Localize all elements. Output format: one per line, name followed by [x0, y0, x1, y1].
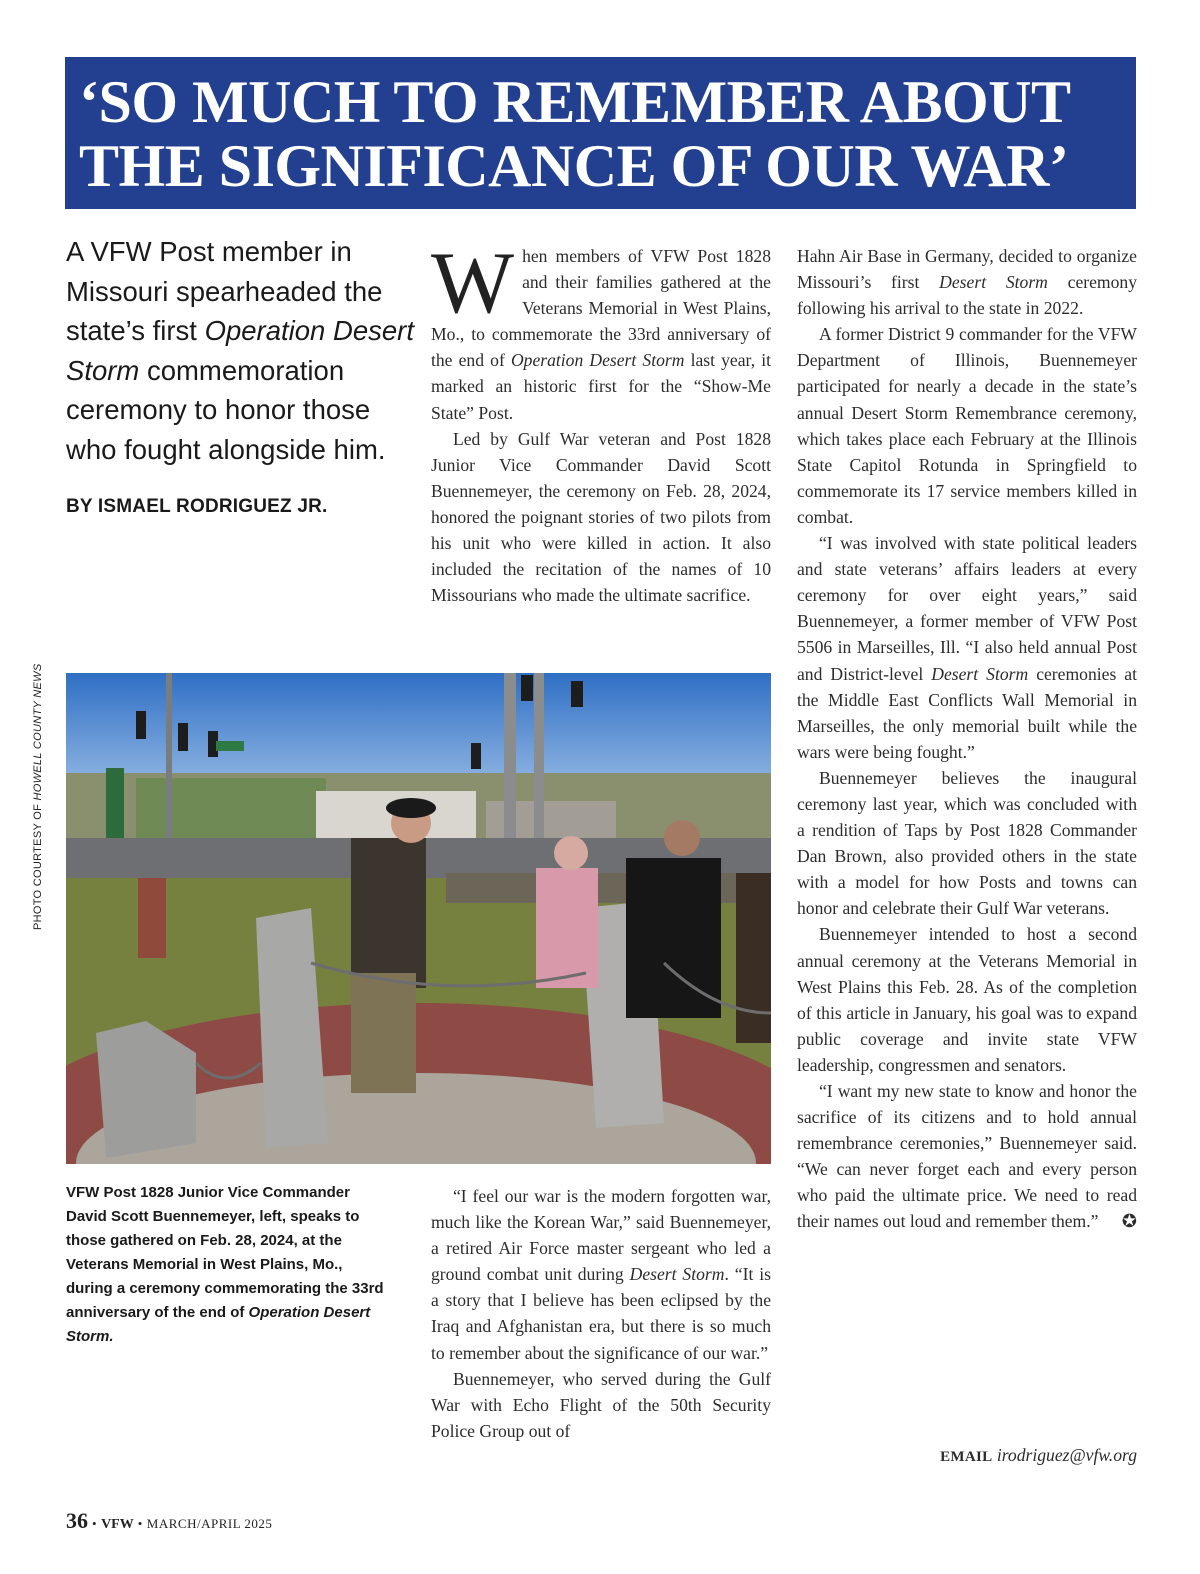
magazine-name: VFW	[101, 1517, 134, 1532]
body-paragraph-5: A former District 9 commander for the VFW Department of Illinois, Buennemeyer participated for nearly a decade in the state’s annual Desert Storm Remembrance ceremony, which takes place each February at the Illinois State Capitol Rotunda in Springfield to commemorate its 17 service members killed in combat.	[797, 324, 1137, 527]
headline-line-2: THE SIGNIFICANCE OF OUR WAR’	[79, 133, 1069, 199]
body-paragraph-9: “I want my new state to know and honor the sacrifice of its citizens and to hold annual remembrance ceremonies,” Buennemeyer said. “We can never forget each and every person who paid the ultimate price. We need to read their names out loud and remember them.” ✪	[797, 1078, 1137, 1235]
email-label: EMAIL	[940, 1449, 993, 1465]
photo-caption: VFW Post 1828 Junior Vice Commander David Scott Buennemeyer, left, speaks to those gathered on Feb. 28, 2024, at the Veterans Memorial in West Plains, Mo., during a ceremony commemorating the 33rd anniversary of the end of Operation Desert Storm.	[66, 1184, 384, 1345]
body-paragraph-3: “I feel our war is the modern forgotten war, much like the Korean War,” said Buennemeyer, a retired Air Force master sergeant who led a ground combat unit during Desert Storm. “It is a story that I believe has been eclipsed by the Iraq and Afghanistan era, but there is so much to remember about the significance of our war.”	[431, 1186, 771, 1363]
body-paragraph-6: “I was involved with state political leaders and state veterans’ affairs leaders at every ceremony for over eight years,” said Buennemeyer, a former member of VFW Post 5506 in Marseilles, Ill. “I also held annual Post and District-level Desert Storm ceremonies at the Middle East Conflicts Wall Memorial in Marseilles, the only memorial built while the wars were being fought.”	[797, 533, 1137, 762]
page-folio: 36 • VFW • MARCH/APRIL 2025	[66, 1508, 273, 1533]
issue-date: MARCH/APRIL 2025	[146, 1516, 273, 1531]
body-column-1-top	[431, 235, 772, 608]
article-deck: A VFW Post member in Missouri spearheaded the state’s first Operation Desert Storm commemoration ceremony to honor those who fought alongside him.	[66, 236, 414, 465]
body-paragraph-8: Buennemeyer intended to host a second annual ceremony at the Veterans Memorial in West Plains this Feb. 28. As of the completion of this article in January, his goal was to expand public coverage and invite state VFW leadership, congressmen and senators.	[797, 924, 1137, 1075]
headline-banner	[65, 57, 1136, 209]
body-paragraph-1: When members of VFW Post 1828 and their families gathered at the Veterans Memorial in West Plains, Mo., to commemorate the 33rd anniversary of the end of Operation Desert Storm last year, it marked an historic first for the “Show-Me State” Post.	[431, 235, 772, 423]
ceremony-photo	[66, 673, 771, 1164]
ceremony-photo-illustration	[66, 673, 771, 1164]
headline-line-1: ‘SO MUCH TO REMEMBER ABOUT	[79, 69, 1071, 135]
page-number: 36	[66, 1508, 88, 1533]
email-address[interactable]: irodriguez@vfw.org	[996, 1445, 1137, 1465]
body-column-2	[797, 243, 1137, 1235]
end-mark-icon: ✪	[1121, 1211, 1137, 1232]
body-paragraph-4: Buennemeyer, who served during the Gulf War with Echo Flight of the 50th Security Police Group out of	[431, 1368, 771, 1441]
body-paragraph-4-continued: Hahn Air Base in Germany, decided to organize Missouri’s first Desert Storm ceremony following his arrival to the state in 2022.	[797, 246, 1137, 319]
body-paragraph-7: Buennemeyer believes the inaugural ceremony last year, which was concluded with a rendition of Taps by Post 1828 Commander Dan Brown, also provided others in the state with a model for how Posts and towns can honor and celebrate their Gulf War veterans.	[797, 767, 1137, 919]
headline	[79, 70, 1136, 198]
byline: BY ISMAEL RODRIGUEZ JR.	[66, 496, 328, 517]
body-column-1-bottom	[431, 1183, 771, 1444]
photo-credit: PHOTO COURTESY OF HOWELL COUNTY NEWS	[32, 663, 44, 930]
author-email	[797, 1445, 1137, 1466]
body-paragraph-2: Led by Gulf War veteran and Post 1828 Junior Vice Commander David Scott Buennemeyer, the ceremony on Feb. 28, 2024, honored the poignant stories of two pilots from his unit who were killed in action. It also included the recitation of the names of 10 Missourians who made the ultimate sacrifice.	[431, 428, 771, 606]
drop-cap: W	[431, 235, 515, 332]
